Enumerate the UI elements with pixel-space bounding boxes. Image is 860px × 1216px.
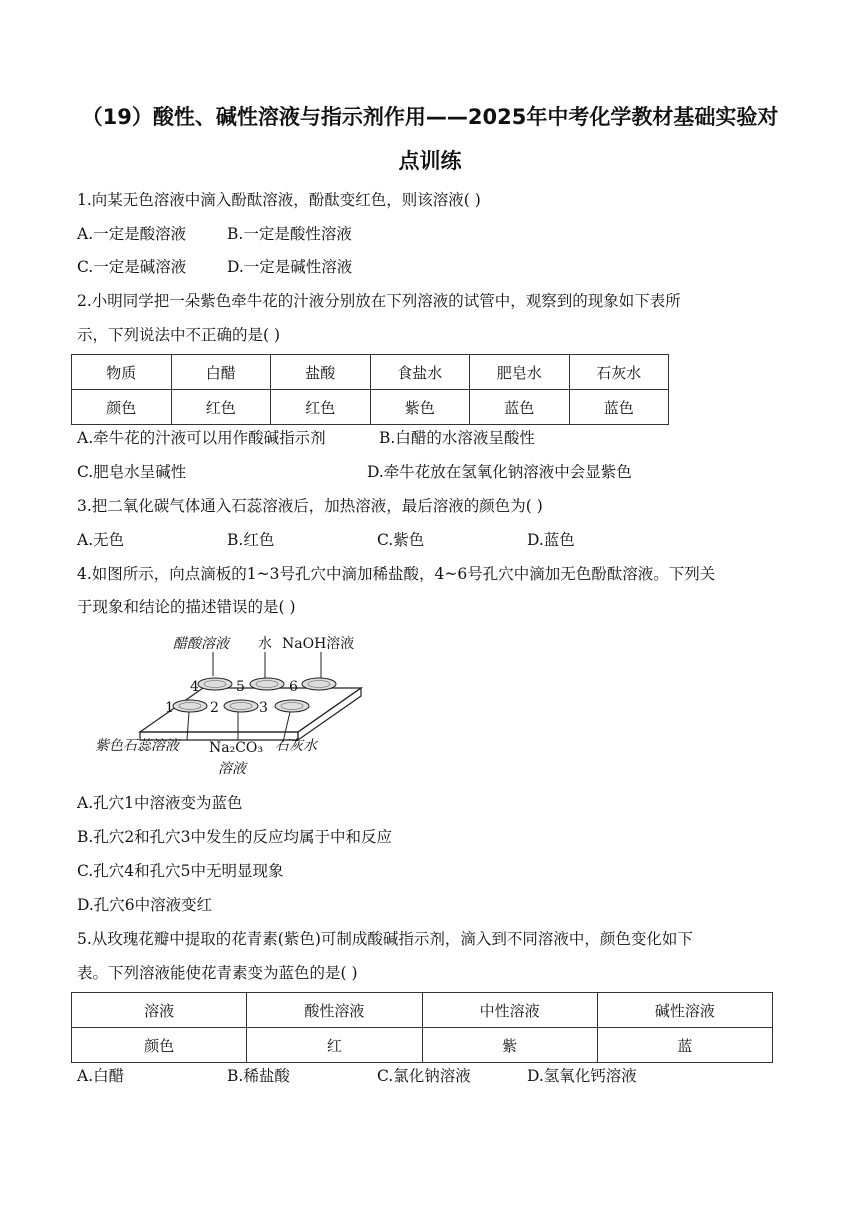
well-number-6: 6 — [289, 679, 298, 695]
page-title-line2: 点训练 — [398, 149, 462, 173]
table-row — [72, 355, 669, 390]
table-row — [72, 993, 773, 1028]
q5-option-a[interactable]: A.白醋 — [77, 1067, 125, 1085]
table-cell: 颜色 — [72, 390, 172, 425]
q5-stem-line2: 表。下列溶液能使花青素变为蓝色的是( ) — [77, 964, 358, 982]
table-cell: 盐酸 — [271, 355, 371, 390]
q2-options-row1 — [77, 427, 535, 449]
q4-stem-line1: 4.如图所示，向点滴板的1~3号孔穴中滴加稀盐酸，4~6号孔穴中滴加无色酚酞溶液。下列关 — [77, 565, 716, 583]
table-cell: 紫色 — [370, 390, 470, 425]
q3-option-c[interactable]: C.紫色 — [377, 531, 425, 549]
q3-option-d[interactable]: D.蓝色 — [527, 531, 575, 549]
well-number-3: 3 — [259, 700, 268, 716]
label-na2co3: Na₂CO₃ — [209, 740, 264, 756]
q2-stem-line2: 示，下列说法中不正确的是( ) — [77, 326, 281, 344]
q5-stem-line1: 5.从玫瑰花瓣中提取的花青素(紫色)可制成酸碱指示剂，滴入到不同溶液中，颜色变化如下 — [77, 930, 693, 948]
label-solution: 溶液 — [218, 761, 246, 777]
table-cell: 红色 — [271, 390, 371, 425]
well-number-5: 5 — [236, 679, 245, 695]
q3-options — [77, 529, 575, 551]
q2-table — [71, 354, 669, 425]
q5-option-c[interactable]: C.氯化钠溶液 — [377, 1067, 471, 1085]
well-number-4: 4 — [190, 679, 199, 695]
table-row — [72, 1028, 773, 1063]
table-cell: 酸性溶液 — [247, 993, 422, 1028]
q5-table — [71, 992, 773, 1063]
table-row — [72, 390, 669, 425]
q1-option-b[interactable]: B.一定是酸性溶液 — [227, 225, 352, 243]
table-cell: 蓝色 — [470, 390, 570, 425]
table-cell: 食盐水 — [370, 355, 470, 390]
q2-options-row2 — [77, 461, 632, 483]
table-cell: 蓝色 — [569, 390, 669, 425]
q3-option-a[interactable]: A.无色 — [77, 531, 125, 549]
q4-option-c[interactable]: C.孔穴4和孔穴5中无明显现象 — [77, 862, 284, 880]
q2-option-d[interactable]: D.牵牛花放在氢氧化钠溶液中会显紫色 — [367, 463, 632, 481]
table-cell: 红色 — [171, 390, 271, 425]
q3-stem: 3.把二氧化碳气体通入石蕊溶液后，加热溶液，最后溶液的颜色为( ) — [77, 497, 543, 515]
q4-option-a[interactable]: A.孔穴1中溶液变为蓝色 — [77, 794, 243, 812]
leader-lines — [187, 652, 321, 742]
label-water: 水 — [258, 636, 272, 652]
well-number-2: 2 — [210, 700, 219, 716]
table-cell: 蓝 — [597, 1028, 772, 1063]
table-cell: 紫 — [422, 1028, 597, 1063]
q2-stem-line1: 2.小明同学把一朵紫色牵牛花的汁液分别放在下列溶液的试管中，观察到的现象如下表所 — [77, 292, 681, 310]
label-limewater: 石灰水 — [275, 738, 317, 754]
table-cell: 红 — [247, 1028, 422, 1063]
label-acetic-acid: 醋酸溶液 — [173, 636, 229, 652]
q2-option-a[interactable]: A.牵牛花的汁液可以用作酸碱指示剂 — [77, 429, 326, 447]
q5-option-d[interactable]: D.氢氧化钙溶液 — [527, 1067, 637, 1085]
label-naoh: NaOH溶液 — [282, 636, 355, 652]
q1-option-a[interactable]: A.一定是酸溶液 — [77, 225, 187, 243]
table-cell: 碱性溶液 — [597, 993, 772, 1028]
table-cell: 石灰水 — [569, 355, 669, 390]
q1-option-c[interactable]: C.一定是碱溶液 — [77, 258, 187, 276]
q3-option-b[interactable]: B.红色 — [227, 531, 275, 549]
q1-options-row1 — [77, 223, 352, 245]
q2-option-b[interactable]: B.白醋的水溶液呈酸性 — [379, 429, 535, 447]
table-cell: 溶液 — [72, 993, 247, 1028]
spot-plate-diagram — [95, 632, 370, 780]
q2-option-c[interactable]: C.肥皂水呈碱性 — [77, 463, 187, 481]
q5-option-b[interactable]: B.稀盐酸 — [227, 1067, 290, 1085]
q1-stem: 1.向某无色溶液中滴入酚酞溶液，酚酞变红色，则该溶液( ) — [77, 191, 481, 209]
q4-stem-line2: 于现象和结论的描述错误的是( ) — [77, 598, 296, 616]
label-litmus: 紫色石蕊溶液 — [95, 738, 179, 754]
well-number-1: 1 — [165, 700, 174, 716]
q1-options-row2 — [77, 256, 352, 278]
q4-option-d[interactable]: D.孔穴6中溶液变红 — [77, 896, 213, 914]
q1-option-d[interactable]: D.一定是碱性溶液 — [227, 258, 353, 276]
q5-options — [77, 1065, 637, 1087]
page-title-line1: （19）酸性、碱性溶液与指示剂作用——2025年中考化学教材基础实验对 — [81, 105, 779, 129]
table-cell: 中性溶液 — [422, 993, 597, 1028]
table-cell: 颜色 — [72, 1028, 247, 1063]
q4-option-b[interactable]: B.孔穴2和孔穴3中发生的反应均属于中和反应 — [77, 828, 393, 846]
table-cell: 白醋 — [171, 355, 271, 390]
table-cell: 物质 — [72, 355, 172, 390]
table-cell: 肥皂水 — [470, 355, 570, 390]
